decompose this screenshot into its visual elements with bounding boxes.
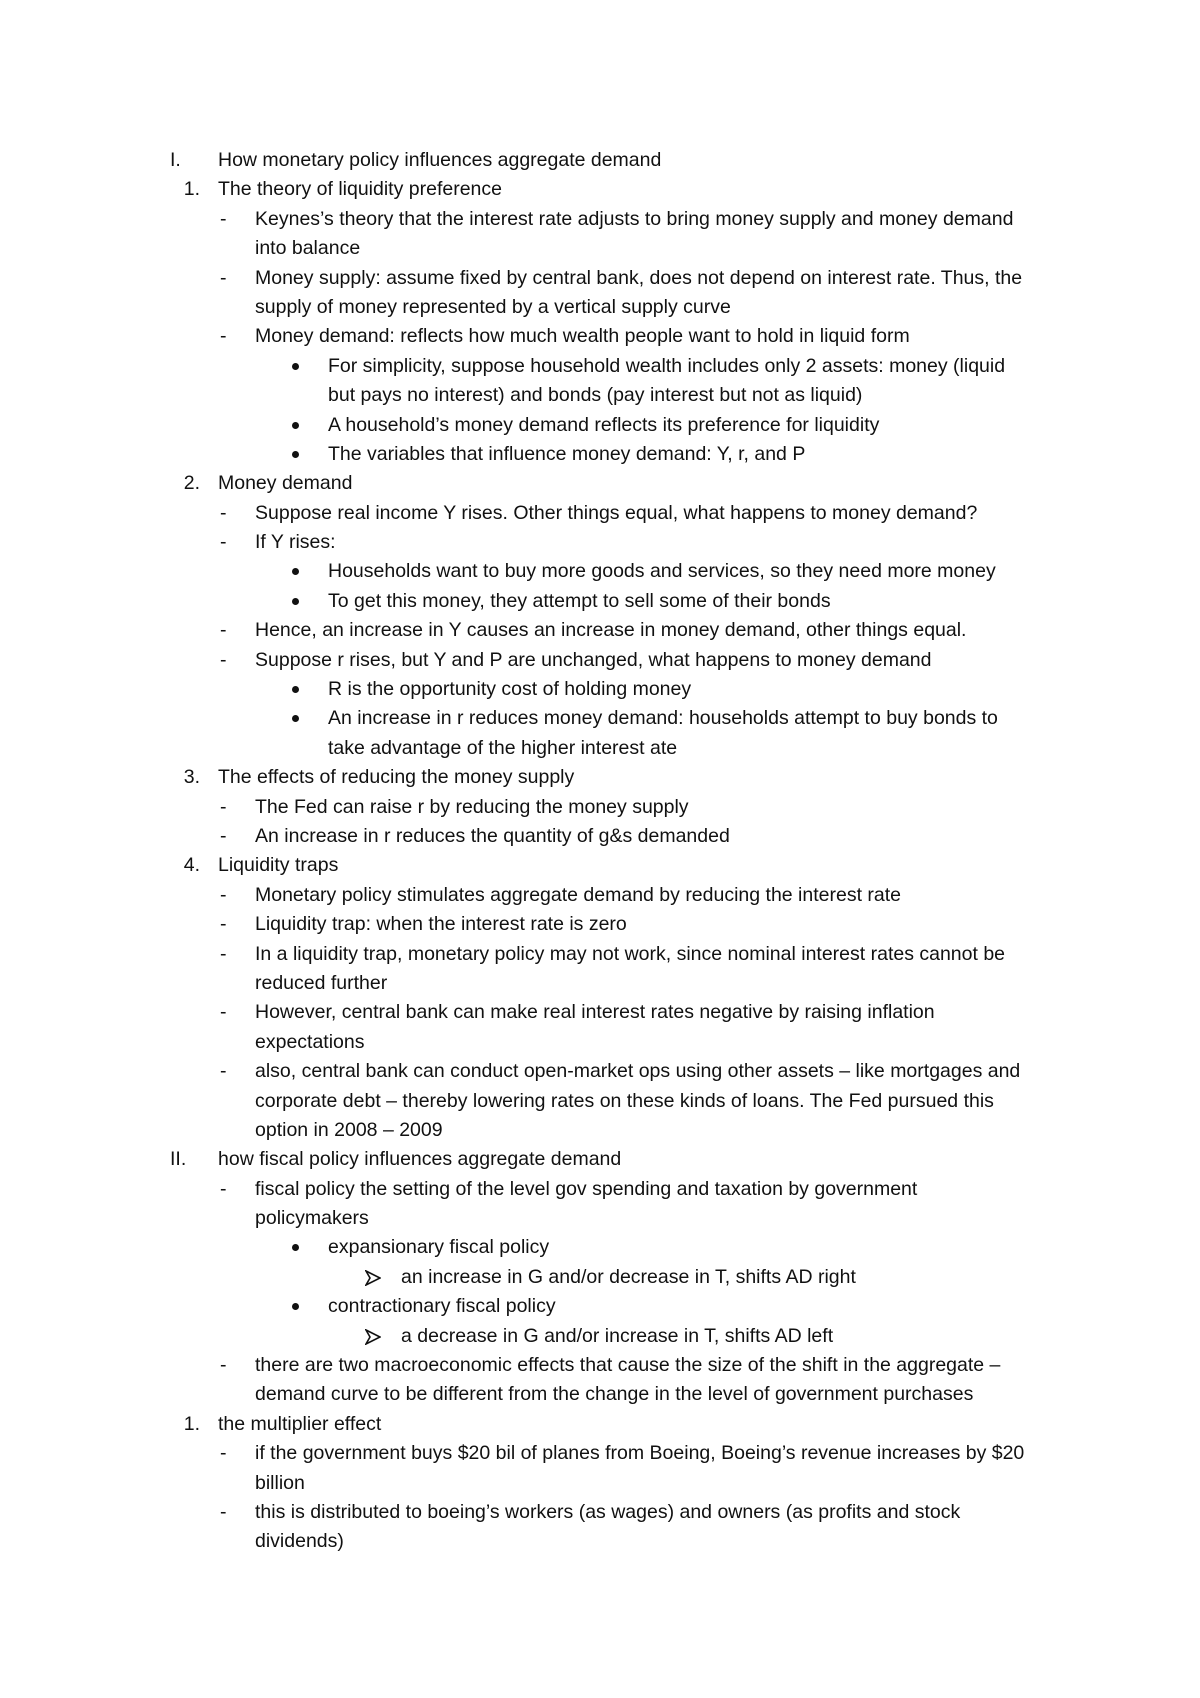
dash-item-continuation (0, 1204, 1200, 1233)
bullet-item (0, 411, 1200, 440)
line-text: An increase in r reduces the quantity of g&s demanded (255, 824, 730, 847)
document-body (0, 146, 1200, 1557)
bullet-icon (292, 451, 299, 458)
line-text: The theory of liquidity preference (218, 178, 502, 201)
dash-icon: - (220, 824, 227, 847)
dash-icon: - (220, 531, 227, 554)
bullet-item-continuation (0, 381, 1200, 410)
dash-item (0, 499, 1200, 528)
line-text: An increase in r reduces money demand: households attempt to buy bonds to (328, 707, 998, 730)
line-text: expectations (255, 1030, 365, 1053)
dash-item (0, 940, 1200, 969)
dash-item (0, 1057, 1200, 1086)
dash-icon: - (220, 325, 227, 348)
arrow-item (0, 1263, 1200, 1292)
line-text: Money demand: reflects how much wealth people want to hold in liquid form (255, 325, 910, 348)
line-text: but pays no interest) and bonds (pay interest but not as liquid) (328, 384, 863, 407)
line-text: fiscal policy the setting of the level gov spending and taxation by government (255, 1177, 918, 1200)
line-text: billion (255, 1471, 305, 1494)
line-text: In a liquidity trap, monetary policy may not work, since nominal interest rates cannot be (255, 942, 1006, 965)
bullet-item (0, 557, 1200, 586)
dash-item-continuation (0, 1028, 1200, 1057)
section-heading (0, 1145, 1200, 1174)
dash-icon: - (220, 648, 227, 671)
line-text: this is distributed to boeing’s workers (as wages) and owners (as profits and stock (255, 1500, 961, 1523)
bullet-item (0, 675, 1200, 704)
bullet-icon (292, 568, 299, 575)
line-text: how fiscal policy influences aggregate demand (218, 1148, 622, 1171)
line-text: the multiplier effect (218, 1412, 382, 1435)
subsection-heading (0, 469, 1200, 498)
list-marker: 2. (183, 472, 200, 495)
dash-icon: - (220, 1500, 227, 1523)
line-text: For simplicity, suppose household wealth includes only 2 assets: money (liquid (328, 354, 1006, 377)
dash-item (0, 998, 1200, 1027)
list-marker: II. (170, 1148, 187, 1171)
subsection-heading (0, 1410, 1200, 1439)
dash-icon: - (220, 795, 227, 818)
bullet-item (0, 587, 1200, 616)
dash-item-continuation (0, 1380, 1200, 1409)
arrow-bullet-icon (365, 1270, 381, 1286)
line-text: into balance (255, 237, 361, 260)
bullet-item (0, 440, 1200, 469)
bullet-item (0, 704, 1200, 733)
list-marker: I. (170, 149, 181, 171)
line-text: expansionary fiscal policy (328, 1236, 550, 1259)
dash-icon: - (220, 883, 227, 906)
line-text: policymakers (255, 1207, 369, 1230)
line-text: Suppose r rises, but Y and P are unchanged, what happens to money demand (255, 648, 932, 671)
line-text: demand curve to be different from the change in the level of government purchases (255, 1383, 974, 1406)
bullet-item (0, 1292, 1200, 1321)
line-text: The effects of reducing the money supply (218, 766, 575, 789)
line-text: option in 2008 – 2009 (255, 1118, 443, 1141)
line-text: Hence, an increase in Y causes an increase in money demand, other things equal. (255, 619, 967, 642)
bullet-icon (292, 715, 299, 722)
dash-item (0, 822, 1200, 851)
dash-item-continuation (0, 969, 1200, 998)
dash-icon: - (220, 1177, 227, 1200)
line-text: How monetary policy influences aggregate demand (218, 149, 662, 171)
dash-item (0, 1351, 1200, 1380)
line-text: corporate debt – thereby lowering rates on these kinds of loans. The Fed pursued this (255, 1089, 994, 1112)
list-marker: 3. (183, 766, 200, 789)
dash-item (0, 616, 1200, 645)
dash-item (0, 910, 1200, 939)
bullet-item-continuation (0, 734, 1200, 763)
dash-item (0, 1439, 1200, 1468)
dash-icon: - (220, 1060, 227, 1083)
line-text: The variables that influence money demand: Y, r, and P (328, 442, 806, 465)
line-text: Suppose real income Y rises. Other things equal, what happens to money demand? (255, 501, 978, 524)
dash-item (0, 793, 1200, 822)
line-text: a decrease in G and/or increase in T, shifts AD left (401, 1324, 834, 1347)
line-text: The Fed can raise r by reducing the money supply (255, 795, 689, 818)
bullet-icon (292, 1244, 299, 1251)
dash-icon: - (220, 1442, 227, 1465)
line-text: if the government buys $20 bil of planes from Boeing, Boeing’s revenue increases by $20 (255, 1442, 1025, 1465)
dash-item (0, 1175, 1200, 1204)
subsection-heading (0, 851, 1200, 880)
dash-item (0, 528, 1200, 557)
line-text: Keynes’s theory that the interest rate adjusts to bring money supply and money demand (255, 207, 1014, 230)
line-text: Monetary policy stimulates aggregate demand by reducing the interest rate (255, 883, 902, 906)
bullet-icon (292, 686, 299, 693)
dash-icon: - (220, 501, 227, 524)
list-marker: 1. (183, 178, 200, 201)
line-text: A household’s money demand reflects its preference for liquidity (328, 413, 880, 436)
line-text: Households want to buy more goods and services, so they need more money (328, 560, 996, 583)
arrow-bullet-icon (365, 1329, 381, 1345)
bullet-icon (292, 1303, 299, 1310)
dash-item-continuation (0, 1087, 1200, 1116)
dash-icon: - (220, 207, 227, 230)
bullet-icon (292, 422, 299, 429)
subsection-heading (0, 763, 1200, 792)
line-text: R is the opportunity cost of holding money (328, 678, 692, 701)
arrow-item (0, 1322, 1200, 1351)
bullet-item (0, 1233, 1200, 1262)
line-text: contractionary fiscal policy (328, 1295, 556, 1318)
dash-item-continuation (0, 1116, 1200, 1145)
line-text: reduced further (255, 971, 388, 994)
dash-item-continuation (0, 234, 1200, 263)
bullet-item (0, 352, 1200, 381)
line-text: an increase in G and/or decrease in T, shifts AD right (401, 1265, 856, 1288)
bullet-icon (292, 363, 299, 370)
dash-item (0, 646, 1200, 675)
line-text: dividends) (255, 1530, 344, 1553)
dash-icon: - (220, 1354, 227, 1377)
dash-item-continuation (0, 293, 1200, 322)
line-text: supply of money represented by a vertical supply curve (255, 295, 731, 318)
dash-item (0, 322, 1200, 351)
dash-item (0, 1498, 1200, 1527)
dash-item (0, 264, 1200, 293)
line-text: Liquidity trap: when the interest rate is zero (255, 913, 627, 936)
dash-icon: - (220, 1001, 227, 1024)
line-text: To get this money, they attempt to sell some of their bonds (328, 589, 831, 612)
subsection-heading (0, 175, 1200, 204)
line-text: Money demand (218, 472, 353, 495)
dash-icon: - (220, 266, 227, 289)
dash-icon: - (220, 619, 227, 642)
line-text: Liquidity traps (218, 854, 339, 877)
line-text: However, central bank can make real interest rates negative by raising inflation (255, 1001, 935, 1024)
dash-icon: - (220, 942, 227, 965)
dash-item (0, 881, 1200, 910)
list-marker: 4. (183, 854, 200, 877)
list-marker: 1. (183, 1412, 200, 1435)
line-text: there are two macroeconomic effects that cause the size of the shift in the aggregate – (255, 1354, 1001, 1377)
dash-item (0, 205, 1200, 234)
dash-item-continuation (0, 1527, 1200, 1556)
dash-icon: - (220, 913, 227, 936)
line-text: also, central bank can conduct open-market ops using other assets – like mortgages and (255, 1060, 1021, 1083)
section-heading (0, 146, 1200, 175)
line-text: Money supply: assume fixed by central bank, does not depend on interest rate. Thus, the (255, 266, 1023, 289)
line-text: take advantage of the higher interest ate (328, 736, 678, 759)
line-text: If Y rises: (255, 531, 336, 554)
bullet-icon (292, 598, 299, 605)
dash-item-continuation (0, 1469, 1200, 1498)
